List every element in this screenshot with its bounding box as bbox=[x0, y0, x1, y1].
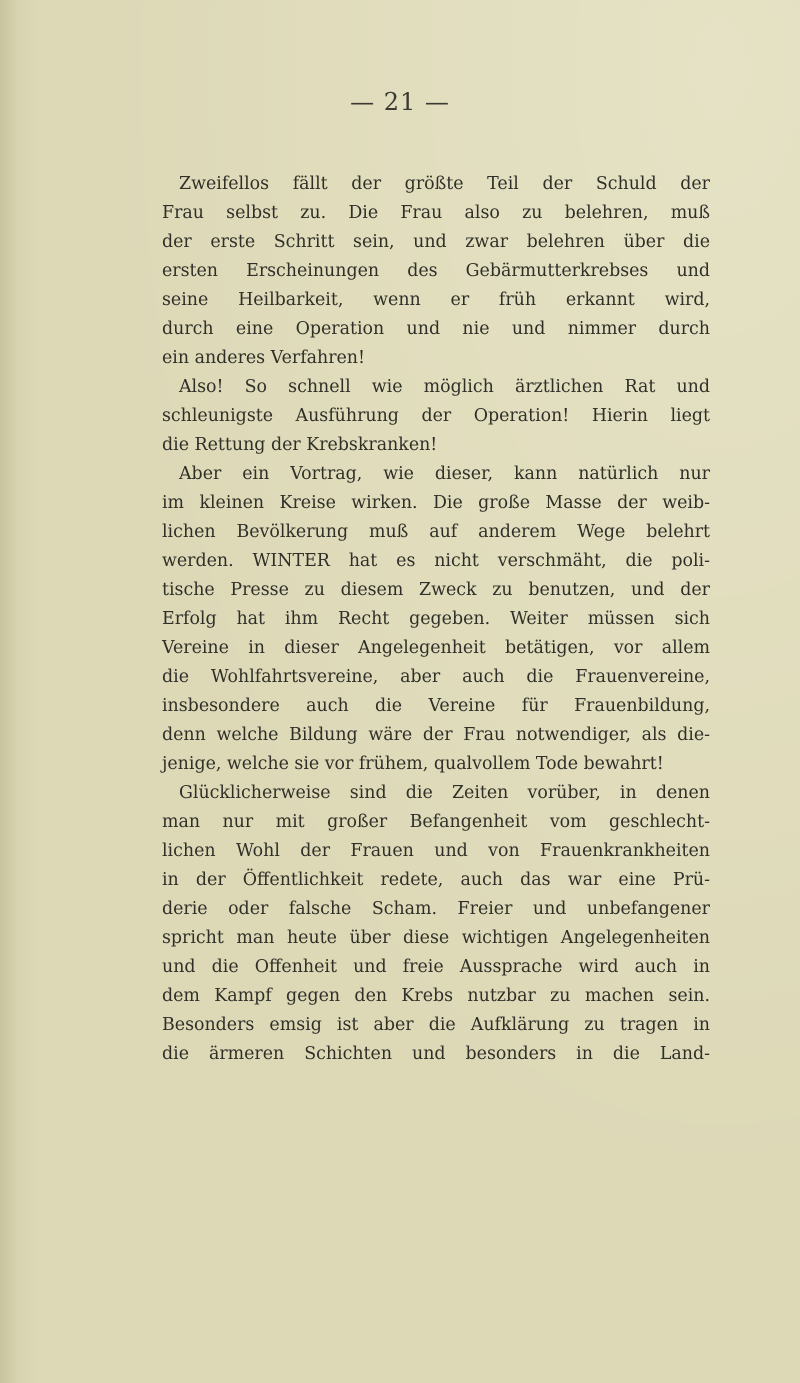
text-line: in der Öffentlichkeit redete, auch das war eine Prü- bbox=[162, 870, 710, 890]
page-number: — 21 — bbox=[350, 88, 450, 116]
text-line: derie oder falsche Scham. Freier und unbefangener bbox=[162, 899, 710, 919]
text-line: lichen Bevölkerung muß auf anderem Wege belehrt bbox=[162, 522, 710, 542]
text-line: lichen Wohl der Frauen und von Frauenkrankheiten bbox=[162, 841, 710, 861]
text-line: ersten Erscheinungen des Gebärmutterkrebses und bbox=[162, 261, 710, 281]
text-line: Glücklicherweise sind die Zeiten vorüber, in denen bbox=[179, 783, 710, 803]
text-line: seine Heilbarkeit, wenn er früh erkannt wird, bbox=[162, 290, 710, 310]
text-line: und die Offenheit und freie Aussprache wird auch in bbox=[162, 957, 710, 977]
text-line: Zweifellos fällt der größte Teil der Schuld der bbox=[179, 174, 710, 194]
text-line: Besonders emsig ist aber die Aufklärung zu tragen in bbox=[162, 1015, 710, 1035]
text-line: denn welche Bildung wäre der Frau notwendiger, als die- bbox=[162, 725, 710, 745]
text-line: die Wohlfahrtsvereine, aber auch die Frauenvereine, bbox=[162, 667, 710, 687]
text-line: Frau selbst zu. Die Frau also zu belehren, muß bbox=[162, 203, 710, 223]
text-line: im kleinen Kreise wirken. Die große Masse der weib- bbox=[162, 493, 710, 513]
text-line: Also! So schnell wie möglich ärztlichen Rat und bbox=[179, 377, 710, 397]
text-line: ein anderes Verfahren! bbox=[162, 348, 365, 368]
text-line: insbesondere auch die Vereine für Frauenbildung, bbox=[162, 696, 710, 716]
text-line: die ärmeren Schichten und besonders in die Land- bbox=[162, 1044, 710, 1064]
text-line: durch eine Operation und nie und nimmer durch bbox=[162, 319, 710, 339]
text-line: tische Presse zu diesem Zweck zu benutzen, und der bbox=[162, 580, 710, 600]
text-line: werden. WINTER hat es nicht verschmäht, die poli- bbox=[162, 551, 710, 571]
text-line: man nur mit großer Befangenheit vom geschlecht- bbox=[162, 812, 710, 832]
text-line: Vereine in dieser Angelegenheit betätigen, vor allem bbox=[162, 638, 710, 658]
text-line: Aber ein Vortrag, wie dieser, kann natürlich nur bbox=[179, 464, 710, 484]
text-line: spricht man heute über diese wichtigen Angelegenheiten bbox=[162, 928, 710, 948]
text-line: Erfolg hat ihm Recht gegeben. Weiter müssen sich bbox=[162, 609, 710, 629]
body-text bbox=[162, 170, 710, 1069]
text-line: die Rettung der Krebskranken! bbox=[162, 435, 438, 455]
text-line: dem Kampf gegen den Krebs nutzbar zu machen sein. bbox=[162, 986, 710, 1006]
text-line: jenige, welche sie vor frühem, qualvollem Tode bewahrt! bbox=[162, 754, 664, 774]
text-line: schleunigste Ausführung der Operation! Hierin liegt bbox=[162, 406, 710, 426]
text-line: der erste Schritt sein, und zwar belehren über die bbox=[162, 232, 710, 252]
